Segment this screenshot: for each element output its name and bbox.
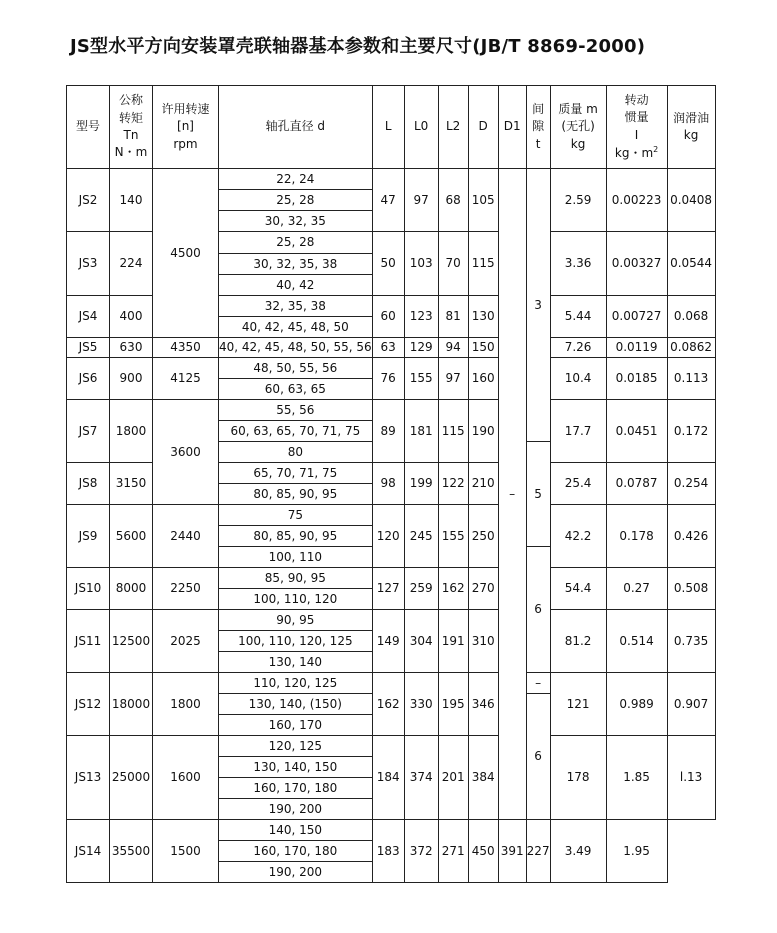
header-D: D bbox=[468, 86, 498, 169]
cell-D: 270 bbox=[468, 568, 498, 610]
cell-bore: 160, 170 bbox=[219, 715, 373, 736]
cell-D: 160 bbox=[468, 358, 498, 400]
cell-speed: 2440 bbox=[153, 505, 219, 568]
cell-L2: 162 bbox=[438, 568, 468, 610]
cell-L: 50 bbox=[372, 232, 404, 296]
cell-L: 47 bbox=[372, 169, 404, 232]
header-inertia-line: 转动 bbox=[624, 92, 649, 107]
table-row bbox=[67, 169, 716, 190]
header-L0: L0 bbox=[404, 86, 438, 169]
cell-bore: 25, 28 bbox=[219, 232, 373, 254]
cell-L0: 259 bbox=[404, 568, 438, 610]
cell-inertia: 3.49 bbox=[550, 820, 606, 883]
cell-mass: 5.44 bbox=[550, 296, 606, 338]
cell-speed: 1500 bbox=[153, 820, 219, 883]
cell-inertia: 0.00327 bbox=[606, 232, 667, 296]
cell-speed: 1800 bbox=[153, 673, 219, 736]
cell-oil: 0.254 bbox=[667, 463, 715, 505]
cell-torque: 400 bbox=[110, 296, 153, 338]
cell-torque: 224 bbox=[110, 232, 153, 296]
cell-model: JS11 bbox=[67, 610, 110, 673]
cell-inertia: 0.0119 bbox=[606, 338, 667, 358]
cell-bore: 110, 120, 125 bbox=[219, 673, 373, 694]
cell-inertia: 0.0185 bbox=[606, 358, 667, 400]
header-torque-line: 公称 bbox=[118, 93, 143, 108]
header-model: 型号 bbox=[67, 86, 110, 169]
cell-L0: 123 bbox=[404, 296, 438, 338]
cell-model: JS12 bbox=[67, 673, 110, 736]
spec-body bbox=[67, 169, 716, 883]
header-speed-line: [n] bbox=[177, 119, 194, 134]
cell-bore: 80, 85, 90, 95 bbox=[219, 526, 373, 547]
cell-L0: 103 bbox=[404, 232, 438, 296]
cell-model: JS9 bbox=[67, 505, 110, 568]
cell-bore: 100, 110 bbox=[219, 547, 373, 568]
header-oil-line: 润滑油 bbox=[673, 110, 710, 125]
cell-speed: 2250 bbox=[153, 568, 219, 610]
cell-bore: 130, 140, 150 bbox=[219, 757, 373, 778]
cell-L2: 68 bbox=[438, 169, 468, 232]
table-row bbox=[67, 673, 716, 694]
cell-D: 105 bbox=[468, 169, 498, 232]
cell-gap: 6 bbox=[526, 547, 550, 673]
cell-inertia: 0.00727 bbox=[606, 296, 667, 338]
cell-bore: 85, 90, 95 bbox=[219, 568, 373, 589]
cell-bore: 30, 32, 35, 38 bbox=[219, 254, 373, 275]
cell-L0: 129 bbox=[404, 338, 438, 358]
cell-gap: – bbox=[526, 673, 550, 694]
cell-D: 150 bbox=[468, 338, 498, 358]
header-L2: L2 bbox=[438, 86, 468, 169]
cell-L: 184 bbox=[372, 736, 404, 820]
cell-oil: 0.172 bbox=[667, 400, 715, 463]
cell-bore: 190, 200 bbox=[219, 799, 373, 820]
header-row bbox=[67, 86, 716, 169]
header-mass bbox=[550, 86, 606, 169]
cell-L0: 97 bbox=[404, 169, 438, 232]
cell-D: 346 bbox=[468, 673, 498, 736]
cell-model: JS4 bbox=[67, 296, 110, 338]
cell-speed: 4125 bbox=[153, 358, 219, 400]
cell-L2: 155 bbox=[438, 505, 468, 568]
cell-bore: 100, 110, 120, 125 bbox=[219, 631, 373, 652]
cell-bore: 55, 56 bbox=[219, 400, 373, 421]
header-oil-line: kg bbox=[683, 128, 699, 142]
cell-model: JS2 bbox=[67, 169, 110, 232]
cell-L2: 271 bbox=[438, 820, 468, 883]
cell-bore: 40, 42 bbox=[219, 275, 373, 296]
cell-D: 450 bbox=[468, 820, 498, 883]
page-title: JS型水平方向安装罩壳联轴器基本参数和主要尺寸(JB/T 8869-2000) bbox=[70, 36, 646, 57]
cell-gap: 3 bbox=[526, 169, 550, 442]
cell-torque: 8000 bbox=[110, 568, 153, 610]
table-row bbox=[67, 610, 716, 631]
cell-D: 384 bbox=[468, 736, 498, 820]
cell-torque: 140 bbox=[110, 169, 153, 232]
cell-bore: 75 bbox=[219, 505, 373, 526]
cell-bore: 22, 24 bbox=[219, 169, 373, 190]
cell-mass: 54.4 bbox=[550, 568, 606, 610]
cell-torque: 630 bbox=[110, 338, 153, 358]
cell-L: 98 bbox=[372, 463, 404, 505]
cell-bore: 190, 200 bbox=[219, 862, 373, 883]
cell-speed: 1600 bbox=[153, 736, 219, 820]
cell-bore: 30, 32, 35 bbox=[219, 211, 373, 232]
cell-bore: 160, 170, 180 bbox=[219, 841, 373, 862]
header-gap-line: t bbox=[535, 136, 541, 151]
cell-torque: 5600 bbox=[110, 505, 153, 568]
cell-L2: 191 bbox=[438, 610, 468, 673]
cell-bore: 25, 28 bbox=[219, 190, 373, 211]
cell-L2: 195 bbox=[438, 673, 468, 736]
table-row bbox=[67, 568, 716, 589]
cell-bore: 80, 85, 90, 95 bbox=[219, 484, 373, 505]
cell-mass: 81.2 bbox=[550, 610, 606, 673]
header-inertia-line bbox=[607, 144, 667, 162]
cell-mass: 2.59 bbox=[550, 169, 606, 232]
cell-model: JS10 bbox=[67, 568, 110, 610]
cell-inertia: 0.514 bbox=[606, 610, 667, 673]
header-speed bbox=[153, 86, 219, 169]
cell-oil: 0.735 bbox=[667, 610, 715, 673]
cell-oil: 0.0544 bbox=[667, 232, 715, 296]
cell-D: 250 bbox=[468, 505, 498, 568]
cell-L0: 374 bbox=[404, 736, 438, 820]
cell-gap: 5 bbox=[526, 442, 550, 547]
header-torque-line: 转矩 bbox=[118, 110, 143, 125]
cell-L0: 199 bbox=[404, 463, 438, 505]
spec-table bbox=[66, 85, 716, 883]
cell-L0: 372 bbox=[404, 820, 438, 883]
cell-L2: 81 bbox=[438, 296, 468, 338]
cell-speed: 4500 bbox=[153, 169, 219, 338]
cell-D: 310 bbox=[468, 610, 498, 673]
cell-model: JS3 bbox=[67, 232, 110, 296]
cell-bore: 120, 125 bbox=[219, 736, 373, 757]
cell-model: JS5 bbox=[67, 338, 110, 358]
cell-oil: l.13 bbox=[667, 736, 715, 820]
cell-D1: 391 bbox=[498, 820, 526, 883]
cell-speed: 4350 bbox=[153, 338, 219, 358]
cell-L0: 155 bbox=[404, 358, 438, 400]
cell-mass: 17.7 bbox=[550, 400, 606, 463]
header-gap-line: 隙 bbox=[532, 119, 545, 134]
header-inertia-line: I bbox=[634, 127, 639, 142]
header-torque bbox=[110, 86, 153, 169]
cell-speed: 3600 bbox=[153, 400, 219, 505]
header-torque-line: Tn bbox=[123, 128, 139, 142]
cell-bore: 65, 70, 71, 75 bbox=[219, 463, 373, 484]
cell-oil: 0.068 bbox=[667, 296, 715, 338]
cell-L: 89 bbox=[372, 400, 404, 463]
cell-model: JS14 bbox=[67, 820, 110, 883]
cell-oil: 0.907 bbox=[667, 673, 715, 736]
cell-bore: 130, 140 bbox=[219, 652, 373, 673]
cell-bore: 90, 95 bbox=[219, 610, 373, 631]
cell-L: 120 bbox=[372, 505, 404, 568]
cell-L2: 122 bbox=[438, 463, 468, 505]
cell-L: 60 bbox=[372, 296, 404, 338]
table-row bbox=[67, 736, 716, 757]
cell-oil: 0.426 bbox=[667, 505, 715, 568]
table-row bbox=[67, 505, 716, 526]
cell-mass: 10.4 bbox=[550, 358, 606, 400]
cell-oil: 0.0408 bbox=[667, 169, 715, 232]
cell-L2: 70 bbox=[438, 232, 468, 296]
cell-mass: 7.26 bbox=[550, 338, 606, 358]
table-row bbox=[67, 358, 716, 379]
cell-oil: 0.113 bbox=[667, 358, 715, 400]
cell-model: JS7 bbox=[67, 400, 110, 463]
cell-oil: 1.95 bbox=[606, 820, 667, 883]
header-inertia-line: 惯量 bbox=[624, 110, 649, 125]
header-mass-line: kg bbox=[570, 136, 586, 151]
cell-oil: 0.508 bbox=[667, 568, 715, 610]
table-row bbox=[67, 820, 716, 841]
cell-mass: 121 bbox=[550, 673, 606, 736]
cell-D1: – bbox=[498, 169, 526, 820]
cell-L0: 330 bbox=[404, 673, 438, 736]
cell-L: 149 bbox=[372, 610, 404, 673]
header-speed-line: rpm bbox=[173, 136, 198, 151]
header-gap bbox=[526, 86, 550, 169]
cell-L0: 245 bbox=[404, 505, 438, 568]
cell-speed: 2025 bbox=[153, 610, 219, 673]
cell-bore: 32, 35, 38 bbox=[219, 296, 373, 317]
cell-mass: 178 bbox=[550, 736, 606, 820]
cell-model: JS13 bbox=[67, 736, 110, 820]
cell-L2: 201 bbox=[438, 736, 468, 820]
cell-L2: 94 bbox=[438, 338, 468, 358]
cell-bore: 60, 63, 65 bbox=[219, 379, 373, 400]
header-bore: 轴孔直径 d bbox=[219, 86, 373, 169]
cell-model: JS6 bbox=[67, 358, 110, 400]
cell-D: 115 bbox=[468, 232, 498, 296]
cell-mass: 227 bbox=[526, 820, 550, 883]
cell-bore: 100, 110, 120 bbox=[219, 589, 373, 610]
header-inertia bbox=[606, 86, 667, 169]
header-speed-line: 许用转速 bbox=[161, 101, 210, 116]
header-inertia-unit: kg・m bbox=[614, 145, 654, 160]
cell-L2: 97 bbox=[438, 358, 468, 400]
cell-bore: 160, 170, 180 bbox=[219, 778, 373, 799]
cell-bore: 40, 42, 45, 48, 50, 55, 56 bbox=[219, 338, 373, 358]
cell-inertia: 1.85 bbox=[606, 736, 667, 820]
table-row bbox=[67, 338, 716, 358]
header-mass-line: 质量 m bbox=[558, 101, 598, 116]
cell-L: 63 bbox=[372, 338, 404, 358]
cell-inertia: 0.989 bbox=[606, 673, 667, 736]
cell-L2: 115 bbox=[438, 400, 468, 463]
cell-L: 183 bbox=[372, 820, 404, 883]
cell-L0: 181 bbox=[404, 400, 438, 463]
cell-bore: 60, 63, 65, 70, 71, 75 bbox=[219, 421, 373, 442]
cell-inertia: 0.27 bbox=[606, 568, 667, 610]
cell-inertia: 0.0787 bbox=[606, 463, 667, 505]
cell-torque: 35500 bbox=[110, 820, 153, 883]
cell-torque: 3150 bbox=[110, 463, 153, 505]
header-torque-line: N・m bbox=[114, 145, 148, 160]
cell-D: 210 bbox=[468, 463, 498, 505]
cell-inertia: 0.0451 bbox=[606, 400, 667, 463]
cell-torque: 18000 bbox=[110, 673, 153, 736]
cell-torque: 12500 bbox=[110, 610, 153, 673]
cell-L: 76 bbox=[372, 358, 404, 400]
cell-torque: 25000 bbox=[110, 736, 153, 820]
header-inertia-sup: 2 bbox=[653, 144, 659, 154]
cell-bore: 140, 150 bbox=[219, 820, 373, 841]
cell-D: 130 bbox=[468, 296, 498, 338]
cell-bore: 80 bbox=[219, 442, 373, 463]
cell-mass: 25.4 bbox=[550, 463, 606, 505]
cell-D: 190 bbox=[468, 400, 498, 463]
cell-inertia: 0.00223 bbox=[606, 169, 667, 232]
cell-torque: 900 bbox=[110, 358, 153, 400]
header-mass-line: (无孔) bbox=[561, 119, 595, 134]
cell-mass: 3.36 bbox=[550, 232, 606, 296]
header-oil bbox=[667, 86, 715, 169]
cell-inertia: 0.178 bbox=[606, 505, 667, 568]
header-gap-line: 间 bbox=[532, 101, 545, 116]
cell-model: JS8 bbox=[67, 463, 110, 505]
cell-bore: 48, 50, 55, 56 bbox=[219, 358, 373, 379]
cell-L: 162 bbox=[372, 673, 404, 736]
cell-gap: 6 bbox=[526, 694, 550, 820]
header-L: L bbox=[372, 86, 404, 169]
cell-torque: 1800 bbox=[110, 400, 153, 463]
cell-bore: 130, 140, (150) bbox=[219, 694, 373, 715]
cell-L: 127 bbox=[372, 568, 404, 610]
cell-oil: 0.0862 bbox=[667, 338, 715, 358]
cell-bore: 40, 42, 45, 48, 50 bbox=[219, 317, 373, 338]
header-D1: D1 bbox=[498, 86, 526, 169]
table-row bbox=[67, 400, 716, 421]
cell-mass: 42.2 bbox=[550, 505, 606, 568]
cell-L0: 304 bbox=[404, 610, 438, 673]
